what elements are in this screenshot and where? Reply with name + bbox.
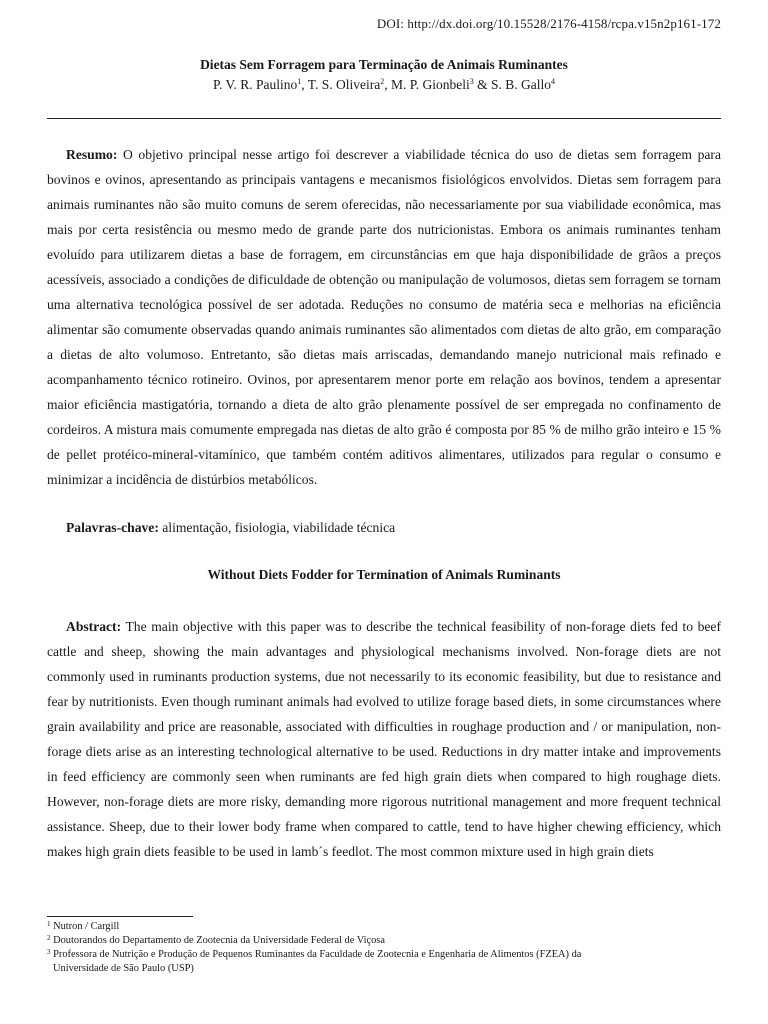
author-name: P. V. R. Paulino bbox=[212, 77, 298, 92]
footnote-text: Professora de Nutrição e Produção de Pequenos Ruminantes da Faculdade de Zootecnia e Engenharia de Alimentos (FZEA) da bbox=[50, 949, 582, 960]
author-separator: & bbox=[473, 77, 492, 92]
footnote bbox=[47, 948, 721, 962]
author-name: T. S. Oliveira bbox=[307, 77, 381, 92]
footnotes bbox=[47, 920, 721, 976]
doi-header: DOI: http://dx.doi.org/10.15528/2176-4158/rcpa.v15n2p161-172 bbox=[376, 16, 721, 31]
footnote-continuation: Universidade de São Paulo (USP) bbox=[53, 963, 194, 974]
author-separator: , bbox=[301, 77, 308, 92]
keywords-label: Palavras-chave: bbox=[66, 520, 159, 535]
resumo-label: Resumo: bbox=[66, 147, 118, 162]
resumo-paragraph bbox=[47, 142, 721, 492]
author-affiliation-mark: 3 bbox=[469, 77, 474, 86]
footnote-mark: 2 bbox=[47, 934, 51, 942]
author-name: M. P. Gionbeli bbox=[391, 77, 470, 92]
abstract-paragraph bbox=[47, 614, 721, 864]
keywords-paragraph bbox=[47, 515, 721, 540]
footnote bbox=[47, 920, 721, 934]
abstract-label: Abstract: bbox=[66, 619, 122, 634]
author-list bbox=[0, 77, 768, 93]
footnote-text: Nutron / Cargill bbox=[50, 921, 120, 932]
footnote bbox=[47, 934, 721, 948]
header-divider bbox=[47, 118, 721, 119]
author-separator: , bbox=[384, 77, 391, 92]
english-title: Without Diets Fodder for Termination of Animals Ruminants bbox=[207, 567, 561, 582]
footnote-mark: 1 bbox=[47, 920, 51, 928]
article-title: Dietas Sem Forragem para Terminação de Animais Ruminantes bbox=[200, 57, 568, 72]
author-affiliation-mark: 2 bbox=[380, 77, 385, 86]
footnote-mark: 3 bbox=[47, 948, 51, 956]
abstract-text: The main objective with this paper was to describe the technical feasibility of non-forage diets fed to beef cattle and sheep, showing the main advantages and physiological mechanisms involved. Non-forage diets are not commonly used in ruminants production systems, due not necessarily to its economic feasibility, but due to resistance and fear by nutritionists. Even though ruminant animals had evolved to utilize forage based diets, in some circumstances where grain availability and price are reasonable, associated with difficulties in roughage production and / or manipulation, non-forage diets arise as an interesting technological alternative to be used. Reductions in dry matter intake and improvements in feed efficiency are commonly seen when ruminants are fed high grain diets when compared to high roughage diets. However, non-forage diets are more risky, demanding more rigorous nutritional management and more frequent technical assistance. Sheep, due to their lower body frame when compared to cattle, tend to have higher chewing efficiency, which makes high grain diets feasible to be used in lamb´s feedlot. The most common mixture used in high grain diets bbox=[47, 619, 721, 859]
resumo-text: O objetivo principal nesse artigo foi descrever a viabilidade técnica do uso de dietas sem forragem para bovinos e ovinos, apresentando as principais vantagens e mecanismos fisiológicos envolvidos. Dietas sem forragem para animais ruminantes não são muito comuns de serem oferecidas, não necessariamente por sua viabilidade econômica, mas mais por certa resistência ou mesmo medo de grande parte dos nutricionistas. Embora os animais ruminantes tenham evoluído para utilizarem dietas a base de forragem, em circunstâncias em que haja disponibilidade de grãos a preços acessíveis, associado a condições de dificuldade de obtenção ou manipulação de volumosos, dietas sem forragem se tornam uma alternativa tecnológica possível de ser adotada. Reduções no consumo de matéria seca e melhorias na eficiência alimentar são comumente observadas quando animais ruminantes são alimentados com dietas de alto grão, em comparação a dietas de alto volumoso. Entretanto, são dietas mais arriscadas, demandando manejo nutricional mais refinado e acompanhamento técnico rotineiro. Ovinos, por apresentarem menor porte em relação aos bovinos, tendem a apresentar maior eficiência mastigatória, tornando a dieta de alto grão plenamente possível de ser empregada no confinamento de cordeiros. A mistura mais comumente empregada nas dietas de alto grão é composta por 85 % de milho grão inteiro e 15 % de pellet protéico-mineral-vitamínico, que também contém aditivos alimentares, utilizados para regular o consumo e minimizar a incidência de distúrbios metabólicos. bbox=[47, 147, 721, 487]
footnote-divider bbox=[47, 916, 193, 917]
keywords-text: alimentação, fisiologia, viabilidade técnica bbox=[158, 520, 396, 535]
footnote-text: Doutorandos do Departamento de Zootecnia da Universidade Federal de Viçosa bbox=[50, 935, 385, 946]
author-affiliation-mark: 1 bbox=[297, 77, 302, 86]
author-name: S. B. Gallo bbox=[491, 77, 552, 92]
author-affiliation-mark: 4 bbox=[551, 77, 556, 86]
